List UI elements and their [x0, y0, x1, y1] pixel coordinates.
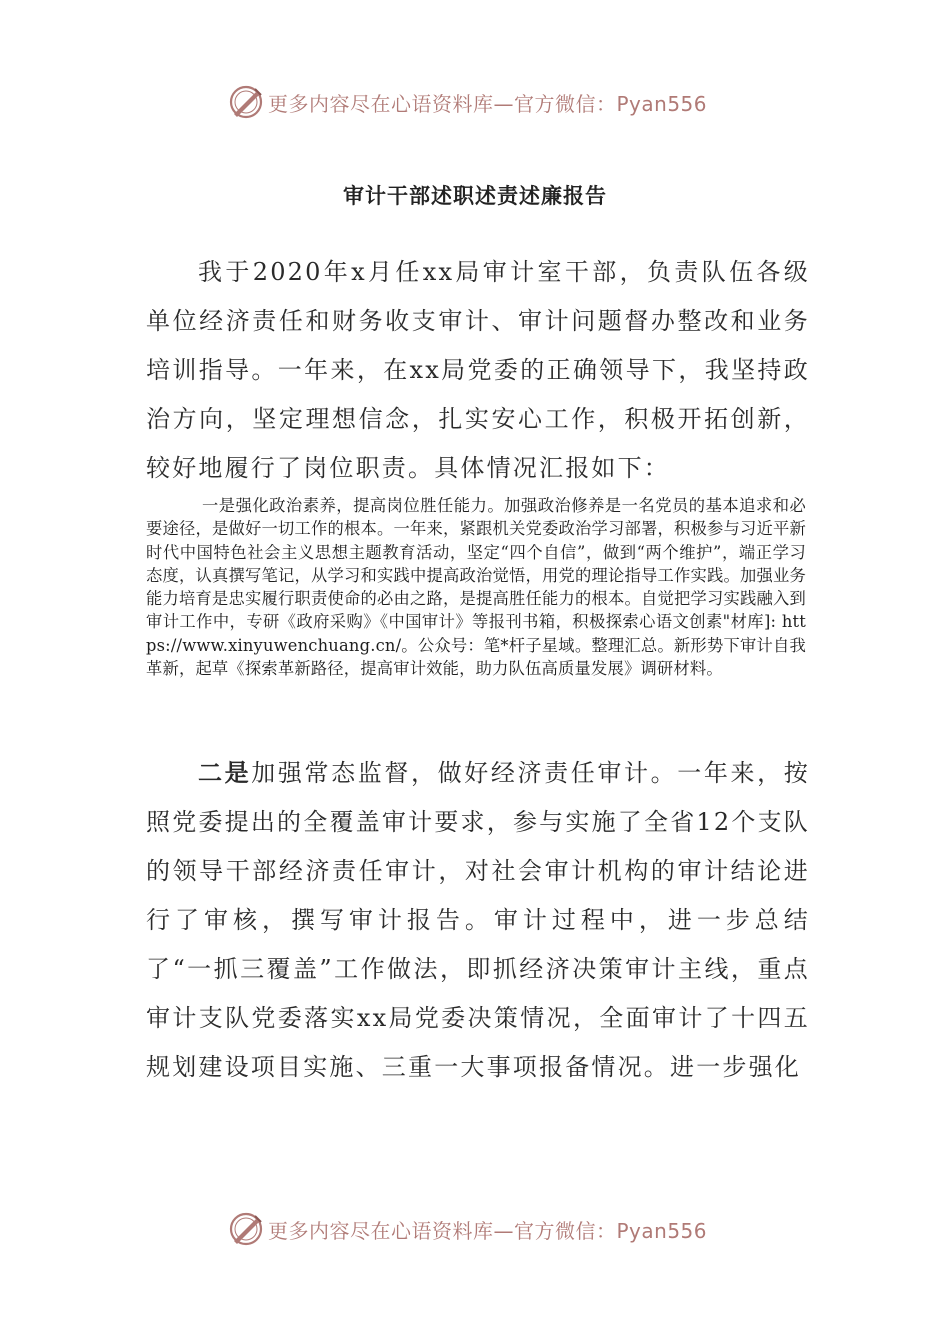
paragraph-audit-body: 加强常态监督，做好经济责任审计。一年来，按照党委提出的全覆盖审计要求，参与实施了全省12个支队的领导干部经济责任审计，对社会审计机构的审计结论进行了审核，撰写审计报告。审计过程中，进一步总结了“一抓三覆盖”工作做法，即抓经济决策审计主线，重点审计支队党委落实xx局党委决策情况，全面审计了十四五规划建设项目实施、三重一大事项报备情况。进一步强化: [146, 759, 811, 1081]
header-banner-text: 更多内容尽在心语资料库—官方微信：Pyan556: [268, 91, 708, 116]
paragraph-political: 一是强化政治素养，提高岗位胜任能力。加强政治修养是一名党员的基本追求和必要途径，是做好一切工作的根本。一年来，紧跟机关党委政治学习部署，积极参与习近平新时代中国特色社会主义思想主题教育活动，坚定“四个自信”，做到“两个维护”，端正学习态度，认真撰写笔记，从学习和实践中提高政治觉悟，用党的理论指导工作实践。加强业务能力培育是忠实履行职责使命的必由之路，是提高胜任能力的根本。自觉把学习实践融入到审计工作中，专研《政府采购》《中国审计》等报刊书箱，积极探索心语文创素"材库]: https://www.xinyuwenchuang.cn/。公众号：笔*杆子星域。整理汇总。新形势下审计自我革新，起草《探索革新路径，提高审计效能，助力队伍高质量发展》调研材料。: [146, 496, 806, 679]
pen-circle-icon: [228, 1211, 264, 1247]
pen-circle-icon: [228, 84, 264, 120]
paragraph-audit-lead: 二是: [198, 758, 252, 787]
footer-banner: [228, 1207, 748, 1251]
header-banner: [228, 80, 748, 124]
paragraph-audit: [146, 748, 810, 1092]
document-title: 审计干部述职述责述廉报告: [343, 183, 607, 208]
footer-banner-text: 更多内容尽在心语资料库—官方微信：Pyan556: [268, 1218, 708, 1243]
paragraph-intro: 我于2020年x月任xx局审计室干部，负责队伍各级单位经济责任和财务收支审计、审计问题督办整改和业务培训指导。一年来，在xx局党委的正确领导下，我坚持政治方向，坚定理想信念，扎实安心工作，积极开拓创新，较好地履行了岗位职责。具体情况汇报如下：: [146, 258, 810, 482]
